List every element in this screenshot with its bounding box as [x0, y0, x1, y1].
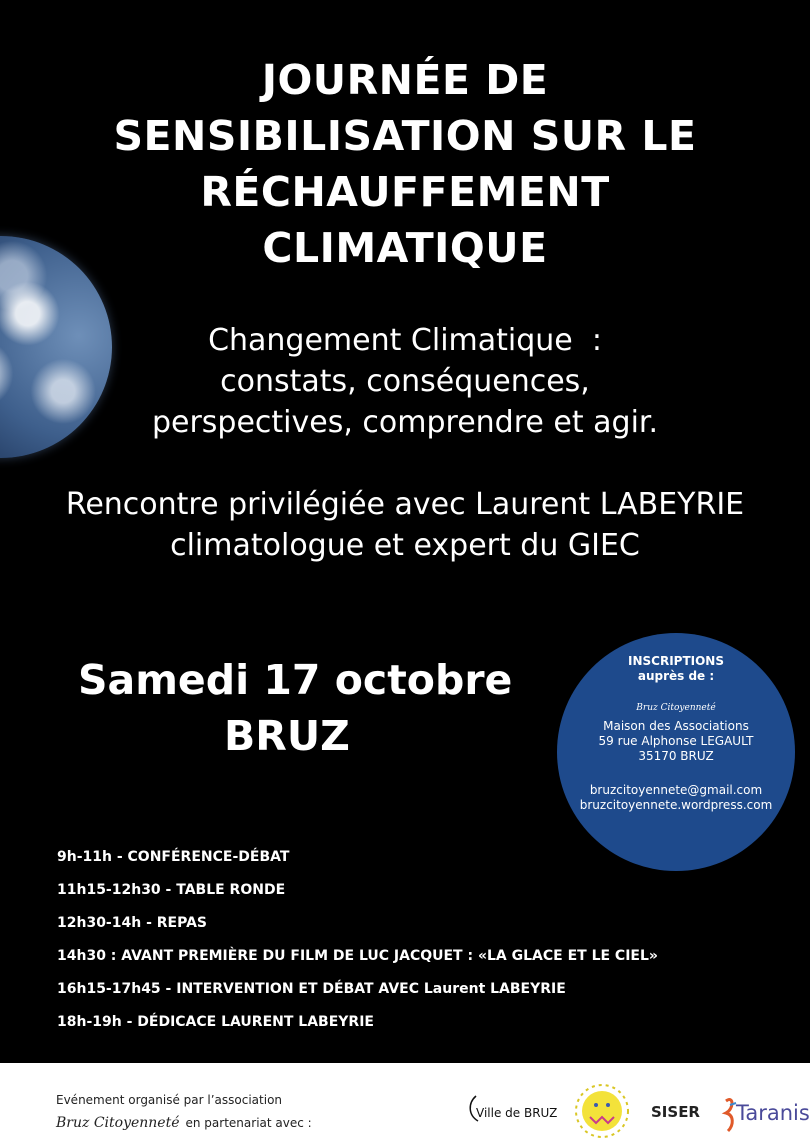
email-link[interactable]: bruzcitoyennete@gmail.com	[589, 783, 763, 797]
meeting-line: Rencontre privilégiée avec Laurent LABEYRIE	[65, 487, 745, 522]
meeting-description	[20, 484, 790, 566]
inscriptions-heading: INSCRIPTIONS	[628, 654, 724, 668]
schedule-item: 12h30-14h - REPAS	[57, 915, 207, 931]
event-date: Samedi 17 octobre	[78, 656, 513, 704]
organized-by: Evénement organisé par l’association	[56, 1093, 283, 1107]
subtitle-line: perspectives, comprendre et agir.	[151, 405, 659, 440]
organizer-name: Bruz Citoyenneté	[56, 1115, 180, 1131]
schedule-item: 14h30 : AVANT PREMIÈRE DU FILM DE LUC JACQUET : «LA GLACE ET LE CIEL»	[57, 948, 658, 964]
meeting-line: climatologue et expert du GIEC	[170, 528, 640, 563]
title-line: CLIMATIQUE	[262, 224, 548, 272]
title-line: RÉCHAUFFEMENT	[200, 168, 610, 216]
schedule-item: 11h15-12h30 - TABLE RONDE	[57, 882, 286, 898]
subtitle-line: Changement Climatique :	[208, 323, 602, 358]
schedule-item: 18h-19h - DÉDICACE LAURENT LABEYRIE	[57, 1014, 374, 1030]
title-line: JOURNÉE DE	[261, 56, 549, 104]
sun-logo	[570, 1081, 634, 1139]
address-line: 35170 BRUZ	[638, 749, 714, 763]
address-line: 59 rue Alphonse LEGAULT	[598, 734, 754, 748]
inscriptions-circle	[557, 633, 795, 871]
inscriptions-address	[557, 719, 795, 764]
inscriptions-subheading: auprès de :	[637, 669, 715, 683]
organizer-line	[56, 1115, 312, 1131]
partnership-text: en partenariat avec :	[185, 1116, 312, 1130]
siser-logo: SISER	[651, 1103, 700, 1121]
ville-de-bruz-label: Ville de BRUZ	[476, 1106, 558, 1120]
subtitle	[100, 320, 710, 443]
schedule-item: 9h-11h - CONFÉRENCE-DÉBAT	[57, 849, 290, 865]
schedule-list	[57, 846, 658, 1044]
inscriptions-organizer: Bruz Citoyenneté	[636, 703, 716, 713]
taranis-label: Taranis	[736, 1101, 810, 1125]
subtitle-line: constats, conséquences,	[220, 364, 590, 399]
inscriptions-heading-block	[557, 654, 795, 684]
poster-title	[90, 52, 720, 276]
footer	[0, 1063, 810, 1146]
schedule-item: 16h15-17h45 - INTERVENTION ET DÉBAT AVEC Laurent LABEYRIE	[57, 981, 566, 997]
website-link[interactable]: bruzcitoyennete.wordpress.com	[579, 798, 773, 812]
event-place: BRUZ	[224, 712, 350, 760]
address-line: Maison des Associations	[603, 719, 749, 733]
inscriptions-contact	[557, 783, 795, 813]
title-line: SENSIBILISATION SUR LE	[113, 112, 697, 160]
